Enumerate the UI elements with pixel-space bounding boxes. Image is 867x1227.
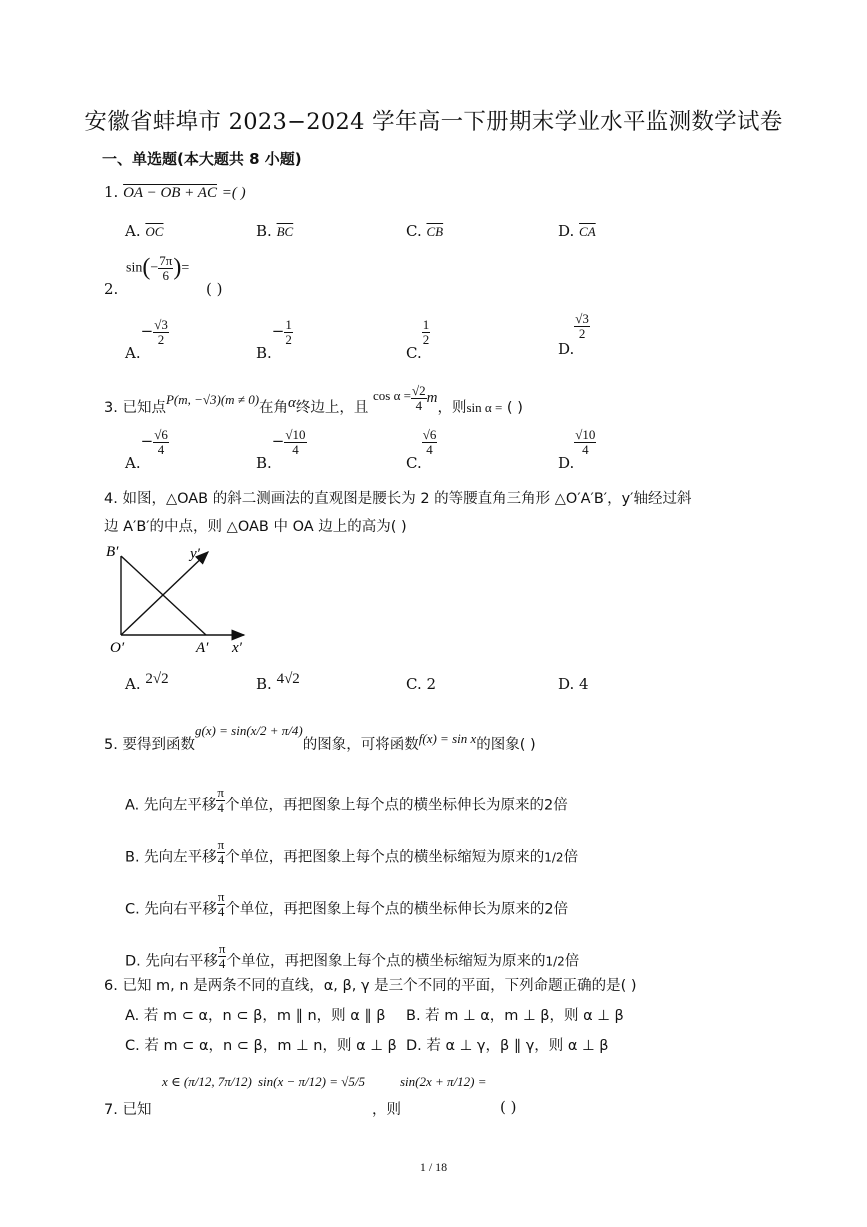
question-7-lead: 7. 已知	[104, 1102, 152, 1118]
option-d: D. 先向右平移 $\frac{\pi}{4}$ 个单位，再把图象上每个点的横坐标缩短为原来的1/2倍	[125, 941, 580, 971]
label-y: y′	[190, 546, 200, 562]
option-c: C. $\frac{1}{2}$	[406, 317, 430, 363]
section-heading: 一、单选题(本大题共 8 小题)	[102, 150, 302, 168]
option-b: B. $\overline{BC}$	[256, 222, 294, 240]
label-x: x′	[232, 640, 242, 656]
option-a: A.− $\frac{√3}{2}$	[125, 317, 168, 363]
label-o: O′	[110, 640, 125, 656]
label-a: A′	[196, 640, 209, 656]
oblique-triangle-figure	[100, 540, 260, 658]
option-c: C. $\overline{CB}$	[406, 222, 444, 240]
question-tail: =( )	[221, 185, 246, 201]
question-tail: ( )	[500, 1098, 517, 1116]
question-tail: ( )	[206, 280, 223, 298]
option-a: A. 先向左平移 $\frac{\pi}{4}$ 个单位，再把图象上每个点的横坐标伸长为原来的2倍	[125, 785, 568, 815]
sin-expression: sin(− $\frac{7\pi}{6}$ )=	[126, 253, 190, 283]
option-a: A.− $\frac{√6}{4}$	[125, 427, 168, 473]
option-d: D. $\frac{√3}{2}$	[558, 311, 589, 359]
option-a: A. $\overline{OC}$	[125, 222, 164, 240]
option-d: D. 4	[558, 675, 589, 693]
option-b: B.− $\frac{√10}{4}$	[256, 427, 306, 473]
option-b: B. 4√2	[256, 671, 300, 693]
option-d: D. $\overline{CA}$	[558, 222, 596, 240]
question-5: 5. 要得到函数g(x) = sin(x/2 + π/4)的图象，可将函数f(x) = sin x的图象( )	[104, 723, 536, 753]
question-7-then: ，则	[372, 1102, 401, 1118]
question-2-number: 2.	[104, 280, 119, 298]
option-d: D. 若 α ⊥ γ，β ∥ γ，则 α ⊥ β	[406, 1038, 609, 1054]
vector-expression: OA − OB + AC	[123, 185, 217, 201]
question-4-line-1: 4. 如图，△OAB 的斜二测画法的直观图是腰长为 2 的等腰直角三角形 △O′A′B′，y′轴经过斜	[104, 491, 692, 507]
option-c: C. 2	[406, 675, 437, 693]
domain-expression: x ∈ (π/12, 7π/12)	[162, 1074, 252, 1089]
question-1	[104, 183, 246, 202]
target-sin-expression: sin(2x + π/12) =	[400, 1074, 487, 1089]
y-axis-line	[121, 552, 208, 635]
option-c: C. $\frac{√6}{4}$	[406, 427, 437, 473]
question-number: 1.	[104, 183, 119, 201]
option-b: B.− $\frac{1}{2}$	[256, 317, 292, 363]
option-d: D. $\frac{√10}{4}$	[558, 427, 596, 473]
option-b: B. 若 m ⊥ α，m ⊥ β，则 α ⊥ β	[406, 1008, 624, 1024]
question-4-line-2: 边 A′B′的中点，则 △OAB 中 OA 边上的高为( )	[104, 519, 407, 535]
option-c: C. 若 m ⊂ α，n ⊂ β，m ⊥ n，则 α ⊥ β	[125, 1038, 397, 1054]
page-number: 1 / 18	[419, 1160, 448, 1174]
label-b: B′	[106, 544, 119, 560]
option-a: A. 若 m ⊂ α，n ⊂ β，m ∥ n，则 α ∥ β	[125, 1008, 386, 1024]
question-3: 3. 已知点P(m, −√3)(m ≠ 0)在角α终边上，且 cos α = $\frac{√2}{4}$ m，则sin α = ( )	[104, 383, 523, 417]
page-title: 安徽省蚌埠市 2023−2024 学年高一下册期末学业水平监测数学试卷	[84, 109, 783, 135]
question-6: 6. 已知 m, n 是两条不同的直线，α, β, γ 是三个不同的平面，下列命题正确的是( )	[104, 978, 637, 994]
given-sin-expression: sin(x − π/12) = √5/5	[258, 1074, 366, 1089]
option-a: A. 2√2	[125, 671, 169, 693]
option-c: C. 先向右平移 $\frac{\pi}{4}$ 个单位，再把图象上每个点的横坐标伸长为原来的2倍	[125, 889, 569, 919]
option-b: B. 先向左平移 $\frac{\pi}{4}$ 个单位，再把图象上每个点的横坐标缩短为原来的1/2倍	[125, 837, 579, 867]
